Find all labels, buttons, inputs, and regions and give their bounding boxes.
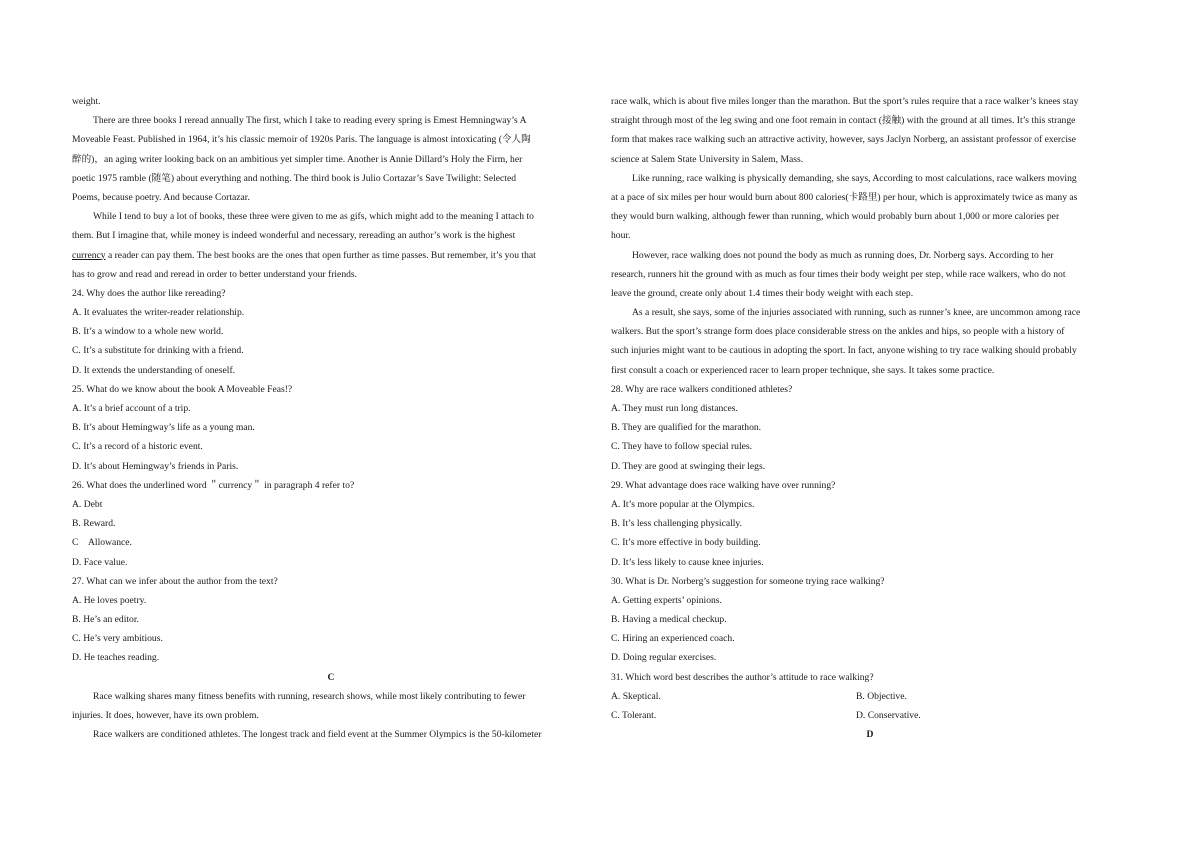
line-text: While I tend to buy a lot of books, these three were given to me as gifs, which might add to the meaning I attach to bbox=[93, 211, 534, 223]
text-line bbox=[72, 687, 590, 706]
line-text: 27. What can we infer about the author from the text? bbox=[72, 575, 278, 587]
text-line bbox=[611, 687, 1129, 706]
line-text: C. It’s more effective in body building. bbox=[611, 537, 761, 549]
line-text: D. Doing regular exercises. bbox=[611, 652, 717, 664]
text-line bbox=[611, 572, 1129, 591]
text-line bbox=[72, 706, 590, 725]
line-text: C bbox=[327, 671, 335, 683]
line-text: a reader can pay them. The best books are the ones that open further as time passes. But remember, it’s you that bbox=[105, 249, 536, 261]
line-text: B. It’s about Hemingway’s life as a young man. bbox=[72, 422, 255, 434]
line-text: 28. Why are race walkers conditioned athletes? bbox=[611, 383, 793, 395]
text-line bbox=[72, 130, 590, 149]
text-line bbox=[72, 246, 590, 265]
text-line bbox=[611, 246, 1129, 265]
line-text: such injuries might want to be cautious in adopting the sport. In fact, anyone wishing to try race walking should probably bbox=[611, 345, 1077, 357]
text-line bbox=[72, 533, 590, 552]
text-line bbox=[72, 629, 590, 648]
line-text: form that makes race walking such an attractive activity, however, says Jaclyn Norberg, an assistant professor of exercise bbox=[611, 134, 1077, 146]
option-text: A. Skeptical. bbox=[611, 690, 661, 702]
text-line bbox=[611, 668, 1129, 687]
text-line bbox=[611, 610, 1129, 629]
line-text: B. They are qualified for the marathon. bbox=[611, 422, 762, 434]
line-text: B. He’s an editor. bbox=[72, 614, 139, 626]
line-text: Like running, race walking is physically demanding, she says, According to most calculations, race walkers moving bbox=[632, 172, 1077, 184]
text-line bbox=[611, 437, 1129, 456]
line-text: walkers. But the sport’s strange form does place considerable stress on the ankles and hips, so people with a history of bbox=[611, 326, 1065, 338]
text-line bbox=[611, 553, 1129, 572]
text-line bbox=[72, 169, 590, 188]
text-line bbox=[72, 457, 590, 476]
text-line bbox=[611, 92, 1129, 111]
line-text: C. It’s a substitute for drinking with a friend. bbox=[72, 345, 244, 357]
text-line bbox=[72, 111, 590, 130]
text-line bbox=[611, 629, 1129, 648]
line-text: Moveable Feast. Published in 1964, it’s his classic memoir of 1920s Paris. The language is almost intoxicating (令人陶 bbox=[72, 134, 531, 146]
text-line bbox=[72, 495, 590, 514]
text-line bbox=[611, 591, 1129, 610]
text-line bbox=[611, 150, 1129, 169]
text-line bbox=[72, 610, 590, 629]
line-text: C. They have to follow special rules. bbox=[611, 441, 753, 453]
line-text: leave the ground, create only about 1.4 times their body weight with each step. bbox=[611, 287, 914, 299]
line-text: D. It extends the understanding of oneself. bbox=[72, 364, 236, 376]
line-text: C. He’s very ambitious. bbox=[72, 633, 163, 645]
section-heading bbox=[611, 725, 1129, 744]
text-line bbox=[611, 495, 1129, 514]
text-line bbox=[611, 341, 1129, 360]
line-text: B. It’s less challenging physically. bbox=[611, 518, 743, 530]
text-line bbox=[72, 207, 590, 226]
text-line bbox=[611, 418, 1129, 437]
text-line bbox=[72, 514, 590, 533]
line-text: D. They are good at swinging their legs. bbox=[611, 460, 766, 472]
line-text: weight. bbox=[72, 96, 101, 107]
line-text: C. It’s a record of a historic event. bbox=[72, 441, 203, 453]
line-text: straight through most of the leg swing and one foot remain in contact (接触) with the ground at all times. It’s this strange bbox=[611, 115, 1076, 127]
text-line bbox=[72, 380, 590, 399]
line-text: B. Reward. bbox=[72, 518, 116, 530]
line-text: However, race walking does not pound the body as much as running does, Dr. Norberg says. According to her bbox=[632, 249, 1054, 261]
line-text: A. It’s a brief account of a trip. bbox=[72, 403, 191, 414]
line-text: 25. What do we know about the book A Moveable Feas!? bbox=[72, 383, 293, 395]
text-line bbox=[611, 399, 1129, 418]
text-line bbox=[72, 476, 590, 495]
text-line bbox=[72, 648, 590, 667]
text-line bbox=[72, 418, 590, 437]
text-line bbox=[611, 130, 1129, 149]
text-line bbox=[611, 303, 1129, 322]
option-text: B. Objective. bbox=[856, 690, 907, 702]
line-text: 24. Why does the author like rereading? bbox=[72, 287, 226, 299]
line-text: C. Hiring an experienced coach. bbox=[611, 633, 735, 645]
text-line bbox=[611, 533, 1129, 552]
text-line bbox=[611, 648, 1129, 667]
line-text: 30. What is Dr. Norberg’s suggestion for someone trying race walking? bbox=[611, 575, 885, 587]
line-text: 31. Which word best describes the author’s attitude to race walking? bbox=[611, 671, 874, 683]
text-line bbox=[611, 169, 1129, 188]
line-text: first consult a coach or experienced racer to learn proper technique, she says. It takes some practice. bbox=[611, 364, 995, 376]
text-line bbox=[72, 437, 590, 456]
line-text: poetic 1975 ramble (随笔) about everything and nothing. The third book is Julio Cortazar’s Save Twilight: Selected bbox=[72, 172, 517, 184]
line-text: Poems, because poetry. And because Cortazar. bbox=[72, 191, 250, 203]
underlined-word: currency bbox=[72, 249, 106, 261]
right-column bbox=[611, 92, 1129, 744]
text-line bbox=[611, 476, 1129, 495]
line-text: C Allowance. bbox=[72, 537, 132, 549]
text-line bbox=[72, 725, 590, 744]
line-text: A. It’s more popular at the Olympics. bbox=[611, 498, 755, 510]
line-text: Race walkers are conditioned athletes. The longest track and field event at the Summer Olympics is the 50-kilometer bbox=[93, 729, 542, 741]
line-text: at a pace of six miles per hour would burn about 800 calories(卡路里) per hour, which is approximately twice as many as bbox=[611, 191, 1078, 203]
text-line bbox=[72, 572, 590, 591]
line-text: A. Getting experts’ opinions. bbox=[611, 594, 722, 606]
line-text: Race walking shares many fitness benefits with running, research shows, while most likely contributing to fewer bbox=[93, 690, 526, 702]
option-text: C. Tolerant. bbox=[611, 710, 657, 721]
text-line bbox=[72, 553, 590, 572]
text-line bbox=[611, 322, 1129, 341]
line-text: There are three books I reread annually The first, which I take to reading every spring is Emest Hemningway’s A bbox=[93, 115, 527, 127]
line-text: D. It’s about Hemingway’s friends in Paris. bbox=[72, 460, 239, 472]
line-text: research, runners hit the ground with as much as four times their body weight per step, while race walkers, who do not bbox=[611, 268, 1066, 280]
line-text: D bbox=[866, 729, 874, 741]
line-text: As a result, she says, some of the injuries associated with running, such as runner’s knee, are uncommon among race bbox=[632, 307, 1081, 319]
text-line bbox=[611, 706, 1129, 725]
line-text: 醉的)，an aging writer looking back on an ambitious yet simpler time. Another is Annie Dillard’s Holy the Firm, her bbox=[72, 153, 523, 165]
text-line bbox=[72, 188, 590, 207]
line-text: D. It’s less likely to cause knee injuries. bbox=[611, 556, 764, 568]
text-line bbox=[611, 380, 1129, 399]
line-text: injuries. It does, however, have its own problem. bbox=[72, 710, 259, 721]
line-text: B. It’s a window to a whole new world. bbox=[72, 326, 224, 338]
line-text: A. It evaluates the writer-reader relationship. bbox=[72, 307, 245, 319]
text-line bbox=[72, 265, 590, 284]
line-text: race walk, which is about five miles longer than the marathon. But the sport’s rules require that a race walker’s knees stay bbox=[611, 96, 1079, 107]
line-text: D. He teaches reading. bbox=[72, 652, 160, 664]
text-line bbox=[72, 341, 590, 360]
text-line bbox=[72, 591, 590, 610]
line-text: they would burn walking, although fewer than running, which would probably burn about 1,000 or more calories per bbox=[611, 211, 1060, 223]
text-line bbox=[72, 226, 590, 245]
text-line bbox=[611, 226, 1129, 245]
line-text: hour. bbox=[611, 230, 631, 242]
text-line bbox=[72, 361, 590, 380]
line-text: A. He loves poetry. bbox=[72, 594, 147, 606]
section-heading bbox=[72, 668, 590, 687]
line-text: D. Face value. bbox=[72, 556, 128, 568]
line-text: 29. What advantage does race walking have over running? bbox=[611, 479, 836, 491]
text-line bbox=[611, 265, 1129, 284]
text-line bbox=[72, 322, 590, 341]
text-line bbox=[72, 284, 590, 303]
text-line bbox=[611, 188, 1129, 207]
text-line bbox=[611, 207, 1129, 226]
left-column bbox=[72, 92, 590, 744]
line-text: has to grow and read and reread in order to better understand your friends. bbox=[72, 268, 358, 280]
line-text: them. But I imagine that, while money is indeed wonderful and necessary, rereading an author’s work is the highest bbox=[72, 230, 516, 242]
line-text: science at Salem State University in Salem, Mass. bbox=[611, 153, 804, 165]
text-line bbox=[611, 361, 1129, 380]
text-line bbox=[611, 284, 1129, 303]
text-line bbox=[72, 150, 590, 169]
text-line bbox=[72, 303, 590, 322]
text-line bbox=[611, 457, 1129, 476]
line-text: B. Having a medical checkup. bbox=[611, 614, 727, 626]
option-text: D. Conservative. bbox=[856, 710, 921, 721]
line-text: A. They must run long distances. bbox=[611, 403, 738, 414]
text-line bbox=[611, 514, 1129, 533]
text-line bbox=[611, 111, 1129, 130]
text-line bbox=[72, 92, 590, 111]
line-text: A. Debt bbox=[72, 498, 103, 510]
text-line bbox=[72, 399, 590, 418]
line-text: 26. What does the underlined word ＂currency＂ in paragraph 4 refer to? bbox=[72, 479, 355, 491]
